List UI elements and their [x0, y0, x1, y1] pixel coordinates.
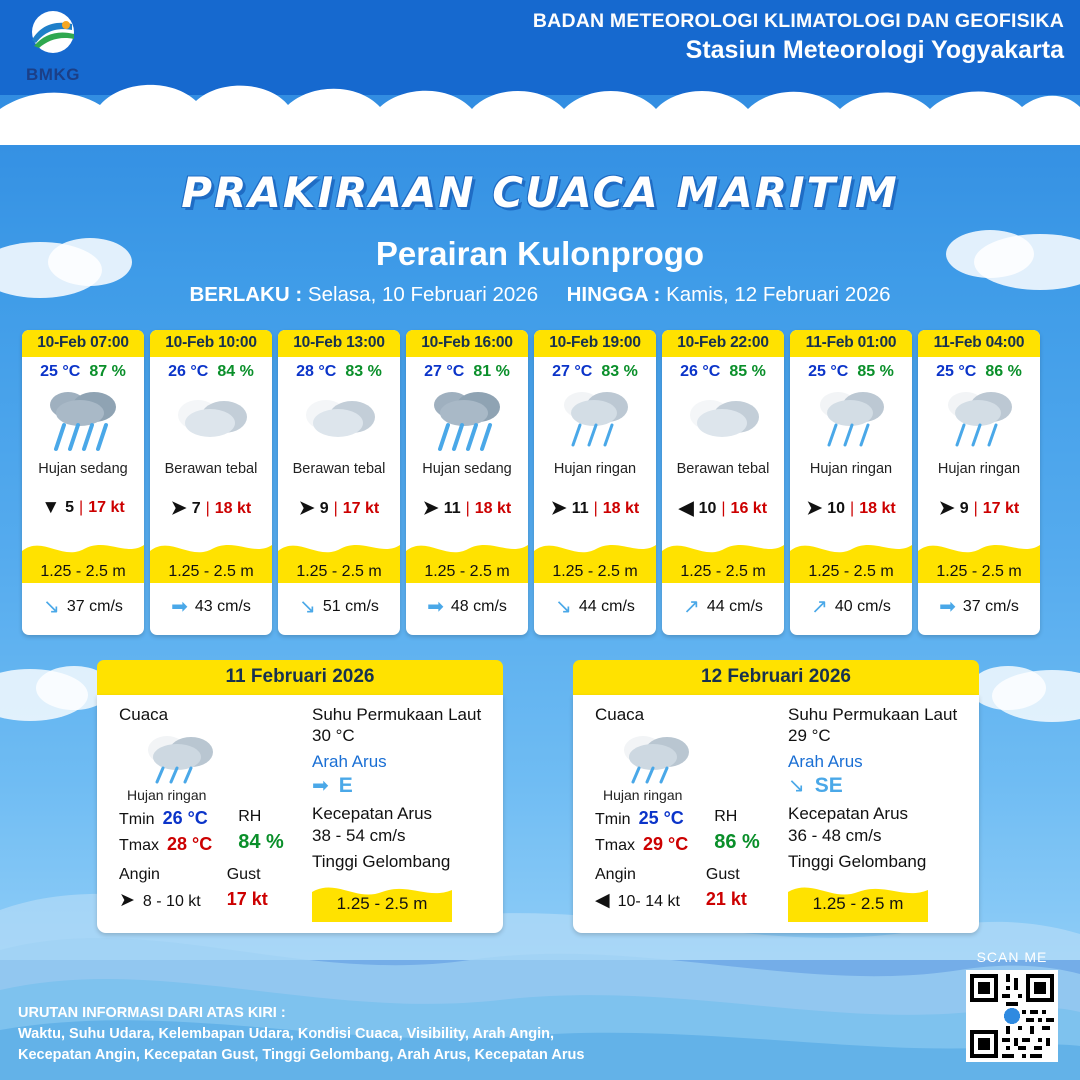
- hourly-wind-separator: |: [205, 499, 210, 517]
- daily-weather-icon-1: [133, 725, 309, 787]
- daily-gust-2: 21 kt: [705, 889, 747, 909]
- hourly-rh: 83 %: [345, 363, 382, 380]
- cloud-band-decoration: [0, 75, 1080, 145]
- hourly-wind-speed: 18 kt: [474, 499, 512, 517]
- light-rain-icon: [936, 381, 1022, 459]
- hourly-condition: Hujan ringan: [937, 461, 1021, 477]
- daily-panel-2: [573, 660, 979, 933]
- daily-current-dir-1: E: [338, 774, 353, 797]
- daily-tmin-label-1: Tmin: [119, 811, 155, 828]
- daily-condition-2: Hujan ringan: [603, 787, 683, 803]
- hourly-wind-deg: 11: [443, 499, 461, 517]
- daily-sst-1: 30 °C: [312, 726, 355, 745]
- hourly-condition: Berawan tebal: [164, 461, 258, 477]
- hourly-wind-deg: 9: [959, 499, 969, 517]
- daily-wave-1: 1.25 - 2.5 m: [336, 894, 428, 913]
- hourly-temp: 25 °C: [936, 363, 977, 380]
- hourly-forecast-list: [22, 330, 1062, 635]
- hourly-wave-height: 1.25 - 2.5 m: [808, 563, 894, 580]
- bmkg-logo-text: BMKG: [26, 65, 80, 84]
- footer-note-line1: Waktu, Suhu Udara, Kelembapan Udara, Kondisi Cuaca, Visibility, Arah Angin,: [18, 1025, 555, 1042]
- wind-direction-icon: ▼: [41, 497, 61, 518]
- valid-from-value: Selasa, 10 Februari 2026: [307, 283, 539, 306]
- hourly-time: 10-Feb 19:00: [534, 330, 656, 357]
- hourly-forecast-card: [22, 330, 144, 635]
- daily-current-speed-label-1: Kecepatan Arus: [312, 804, 433, 823]
- hourly-temp: 27 °C: [552, 363, 593, 380]
- daily-rh-2: 86 %: [714, 831, 760, 853]
- footer-note-line2: Kecepatan Angin, Kecepatan Gust, Tinggi Gelombang, Arah Arus, Kecepatan Arus: [18, 1046, 585, 1063]
- hourly-wind-deg: 10: [827, 499, 846, 517]
- daily-current-speed-label-2: Kecepatan Arus: [788, 804, 909, 823]
- hourly-wind-deg: 10: [698, 499, 717, 517]
- bmkg-logo: [14, 10, 92, 85]
- daily-cuaca-label-2: Cuaca: [595, 705, 645, 724]
- daily-date-1: 11 Februari 2026: [97, 660, 503, 695]
- daily-tmin-label-2: Tmin: [595, 811, 631, 828]
- hourly-forecast-card: [918, 330, 1040, 635]
- wind-direction-icon: ◀: [678, 498, 694, 519]
- current-direction-icon: ➡: [427, 596, 444, 618]
- light-rain-icon: [552, 381, 638, 459]
- hourly-wave-height: 1.25 - 2.5 m: [168, 563, 254, 580]
- current-direction-icon: ➡: [939, 596, 956, 618]
- daily-rh-label-2: RH: [714, 808, 738, 825]
- hourly-forecast-card: [406, 330, 528, 635]
- hourly-wave-height: 1.25 - 2.5 m: [936, 563, 1022, 580]
- hourly-time: 11-Feb 01:00: [790, 330, 912, 357]
- daily-wave-label-2: Tinggi Gelombang: [788, 852, 927, 871]
- daily-condition-1: Hujan ringan: [127, 787, 207, 803]
- current-direction-icon: ↗: [811, 596, 828, 618]
- daily-wind-arrow-1: ➤: [119, 890, 135, 911]
- hourly-condition: Hujan sedang: [422, 461, 512, 477]
- hourly-wave-height: 1.25 - 2.5 m: [296, 563, 382, 580]
- hourly-wind-separator: |: [721, 499, 726, 517]
- heavy-rain-icon: [40, 381, 126, 459]
- hourly-temp: 25 °C: [808, 363, 849, 380]
- hourly-wind-separator: |: [593, 499, 598, 517]
- hourly-wind-deg: 5: [65, 499, 75, 516]
- daily-angin-label-2: Angin: [595, 866, 636, 883]
- agency-name: BADAN METEOROLOGI KLIMATOLOGI DAN GEOFISIKA: [532, 10, 1064, 32]
- hourly-temp: 26 °C: [168, 363, 209, 380]
- daily-gust-1: 17 kt: [226, 889, 268, 909]
- daily-rh-1: 84 %: [238, 831, 284, 853]
- hourly-weather-icon: [534, 381, 656, 459]
- valid-to-value: Kamis, 12 Februari 2026: [666, 283, 891, 306]
- page-subtitle: Perairan Kulonprogo: [375, 235, 705, 272]
- hourly-weather-icon: [150, 381, 272, 459]
- daily-current-arrow-1: ➡: [312, 775, 329, 797]
- hourly-wave-height: 1.25 - 2.5 m: [680, 563, 766, 580]
- hourly-wind-speed: 16 kt: [730, 499, 768, 517]
- station-name: Stasiun Meteorologi Yogyakarta: [685, 36, 1064, 64]
- hourly-time: 10-Feb 16:00: [406, 330, 528, 357]
- daily-current-speed-2: 36 - 48 cm/s: [788, 826, 882, 845]
- hourly-rh: 85 %: [729, 363, 766, 380]
- hourly-wave-height: 1.25 - 2.5 m: [40, 563, 126, 580]
- daily-sst-label-1: Suhu Permukaan Laut: [312, 705, 482, 724]
- daily-current-speed-1: 38 - 54 cm/s: [312, 826, 406, 845]
- daily-tmax-label-2: Tmax: [595, 837, 635, 854]
- hourly-current-speed: 40 cm/s: [834, 598, 891, 615]
- daily-left-col-2: [595, 705, 785, 912]
- hourly-wave-height: 1.25 - 2.5 m: [424, 563, 510, 580]
- valid-to-label: HINGGA :: [566, 283, 661, 306]
- hourly-wave-height: 1.25 - 2.5 m: [552, 563, 638, 580]
- daily-tmax-label-1: Tmax: [119, 837, 159, 854]
- hourly-forecast-card: [790, 330, 912, 635]
- hourly-wind-deg: 9: [319, 499, 329, 517]
- daily-current-dir-label-2: Arah Arus: [788, 752, 863, 771]
- hourly-wind-separator: |: [465, 499, 470, 517]
- hourly-current-speed: 37 cm/s: [962, 598, 1019, 615]
- qr-code[interactable]: [966, 970, 1058, 1062]
- hourly-weather-icon: [662, 381, 784, 459]
- footer-note-title: URUTAN INFORMASI DARI ATAS KIRI :: [18, 1004, 286, 1021]
- hourly-weather-icon: [918, 381, 1040, 459]
- agency-header: [533, 10, 1064, 65]
- daily-wave-box-2: [788, 876, 973, 922]
- footer-note: [18, 1003, 584, 1066]
- hourly-temp: 26 °C: [680, 363, 721, 380]
- daily-wave-2: 1.25 - 2.5 m: [812, 894, 904, 913]
- hourly-time: 10-Feb 07:00: [22, 330, 144, 357]
- hourly-time: 10-Feb 10:00: [150, 330, 272, 357]
- hourly-current-speed: 44 cm/s: [578, 598, 635, 615]
- hourly-wind-speed: 17 kt: [342, 499, 380, 517]
- daily-panel-1: [97, 660, 503, 933]
- daily-left-col-1: [119, 705, 309, 912]
- hourly-wind-speed: 17 kt: [88, 499, 125, 516]
- hourly-temp: 27 °C: [424, 363, 465, 380]
- hourly-rh: 85 %: [857, 363, 894, 380]
- valid-from-label: BERLAKU :: [189, 283, 303, 306]
- daily-cuaca-label-1: Cuaca: [119, 705, 169, 724]
- wind-direction-icon: ➤: [422, 498, 439, 519]
- cloud-icon: [168, 385, 254, 455]
- hourly-time: 10-Feb 13:00: [278, 330, 400, 357]
- wind-direction-icon: ➤: [938, 498, 955, 519]
- daily-wind-2: 10- 14 kt: [617, 893, 680, 910]
- hourly-temp: 28 °C: [296, 363, 337, 380]
- hourly-condition: Berawan tebal: [292, 461, 386, 477]
- hourly-weather-icon: [278, 381, 400, 459]
- hourly-rh: 84 %: [217, 363, 254, 380]
- hourly-temp: 25 °C: [40, 363, 81, 380]
- scan-me-label: SCAN ME: [976, 949, 1048, 965]
- daily-tmax-1: 28 °C: [167, 834, 213, 854]
- daily-wave-label-1: Tinggi Gelombang: [312, 852, 451, 871]
- current-direction-icon: ↘: [555, 596, 572, 618]
- daily-rh-label-1: RH: [238, 808, 262, 825]
- daily-right-col-2: [788, 705, 973, 922]
- hourly-weather-icon: [790, 381, 912, 459]
- daily-current-dir-2: SE: [814, 774, 843, 797]
- current-direction-icon: ↘: [43, 596, 60, 618]
- daily-tmin-2: 25 °C: [638, 808, 684, 828]
- daily-current-arrow-2: ↘: [788, 775, 805, 797]
- hourly-wind-speed: 17 kt: [982, 499, 1020, 517]
- hourly-current-speed: 44 cm/s: [706, 598, 763, 615]
- daily-date-2: 12 Februari 2026: [573, 660, 979, 695]
- validity-row: [0, 283, 1080, 307]
- daily-tmax-2: 29 °C: [643, 834, 689, 854]
- daily-wind-1: 8 - 10 kt: [142, 893, 201, 910]
- hourly-wind-speed: 18 kt: [214, 499, 252, 517]
- qr-code-icon: [970, 974, 1054, 1058]
- hourly-current-speed: 37 cm/s: [66, 598, 123, 615]
- hourly-condition: Hujan sedang: [38, 461, 128, 477]
- hourly-wind-deg: 11: [571, 499, 589, 517]
- hourly-rh: 83 %: [601, 363, 638, 380]
- daily-wind-arrow-2: ◀: [595, 890, 610, 911]
- daily-wave-box-1: [312, 876, 497, 922]
- hourly-forecast-card: [534, 330, 656, 635]
- wind-direction-icon: ➤: [806, 498, 823, 519]
- hourly-wind-separator: |: [79, 499, 84, 516]
- scan-me-block: [966, 949, 1058, 1062]
- daily-tmin-1: 26 °C: [162, 808, 208, 828]
- wind-direction-icon: ➤: [170, 498, 187, 519]
- hourly-rh: 87 %: [89, 363, 126, 380]
- hourly-condition: Hujan ringan: [553, 461, 637, 477]
- daily-right-col-1: [312, 705, 497, 922]
- hourly-weather-icon: [406, 381, 528, 459]
- daily-weather-icon-2: [609, 725, 785, 787]
- hourly-wind-separator: |: [973, 499, 978, 517]
- hourly-forecast-card: [278, 330, 400, 635]
- daily-sst-label-2: Suhu Permukaan Laut: [788, 705, 958, 724]
- hourly-rh: 81 %: [473, 363, 510, 380]
- hourly-wind-separator: |: [850, 499, 855, 517]
- hourly-current-speed: 43 cm/s: [194, 598, 251, 615]
- hourly-time: 10-Feb 22:00: [662, 330, 784, 357]
- hourly-forecast-card: [150, 330, 272, 635]
- hourly-weather-icon: [22, 381, 144, 459]
- hourly-current-speed: 51 cm/s: [322, 598, 379, 615]
- current-direction-icon: ➡: [171, 596, 188, 618]
- daily-angin-label-1: Angin: [119, 866, 160, 883]
- hourly-time: 11-Feb 04:00: [918, 330, 1040, 357]
- hourly-condition: Berawan tebal: [676, 461, 770, 477]
- cloud-icon: [680, 385, 766, 455]
- hourly-wind-speed: 18 kt: [602, 499, 640, 517]
- cloud-icon: [296, 385, 382, 455]
- daily-gust-label-2: Gust: [705, 866, 740, 883]
- hourly-wind-deg: 7: [191, 499, 201, 517]
- heavy-rain-icon: [424, 381, 510, 459]
- hourly-current-speed: 48 cm/s: [450, 598, 507, 615]
- hourly-wind-speed: 18 kt: [859, 499, 896, 517]
- wind-direction-icon: ➤: [298, 498, 315, 519]
- page-title: PRAKIRAAN CUACA MARITIM: [181, 168, 899, 217]
- daily-current-dir-label-1: Arah Arus: [312, 752, 387, 771]
- hourly-rh: 86 %: [985, 363, 1022, 380]
- hourly-forecast-card: [662, 330, 784, 635]
- current-direction-icon: ↘: [299, 596, 316, 618]
- hourly-condition: Hujan ringan: [809, 461, 893, 477]
- bmkg-logo-icon: [14, 10, 92, 58]
- daily-sst-2: 29 °C: [788, 726, 831, 745]
- light-rain-icon: [808, 381, 894, 459]
- current-direction-icon: ↗: [683, 596, 700, 618]
- wind-direction-icon: ➤: [550, 498, 567, 519]
- hourly-wind-separator: |: [333, 499, 338, 517]
- daily-gust-label-1: Gust: [226, 866, 261, 883]
